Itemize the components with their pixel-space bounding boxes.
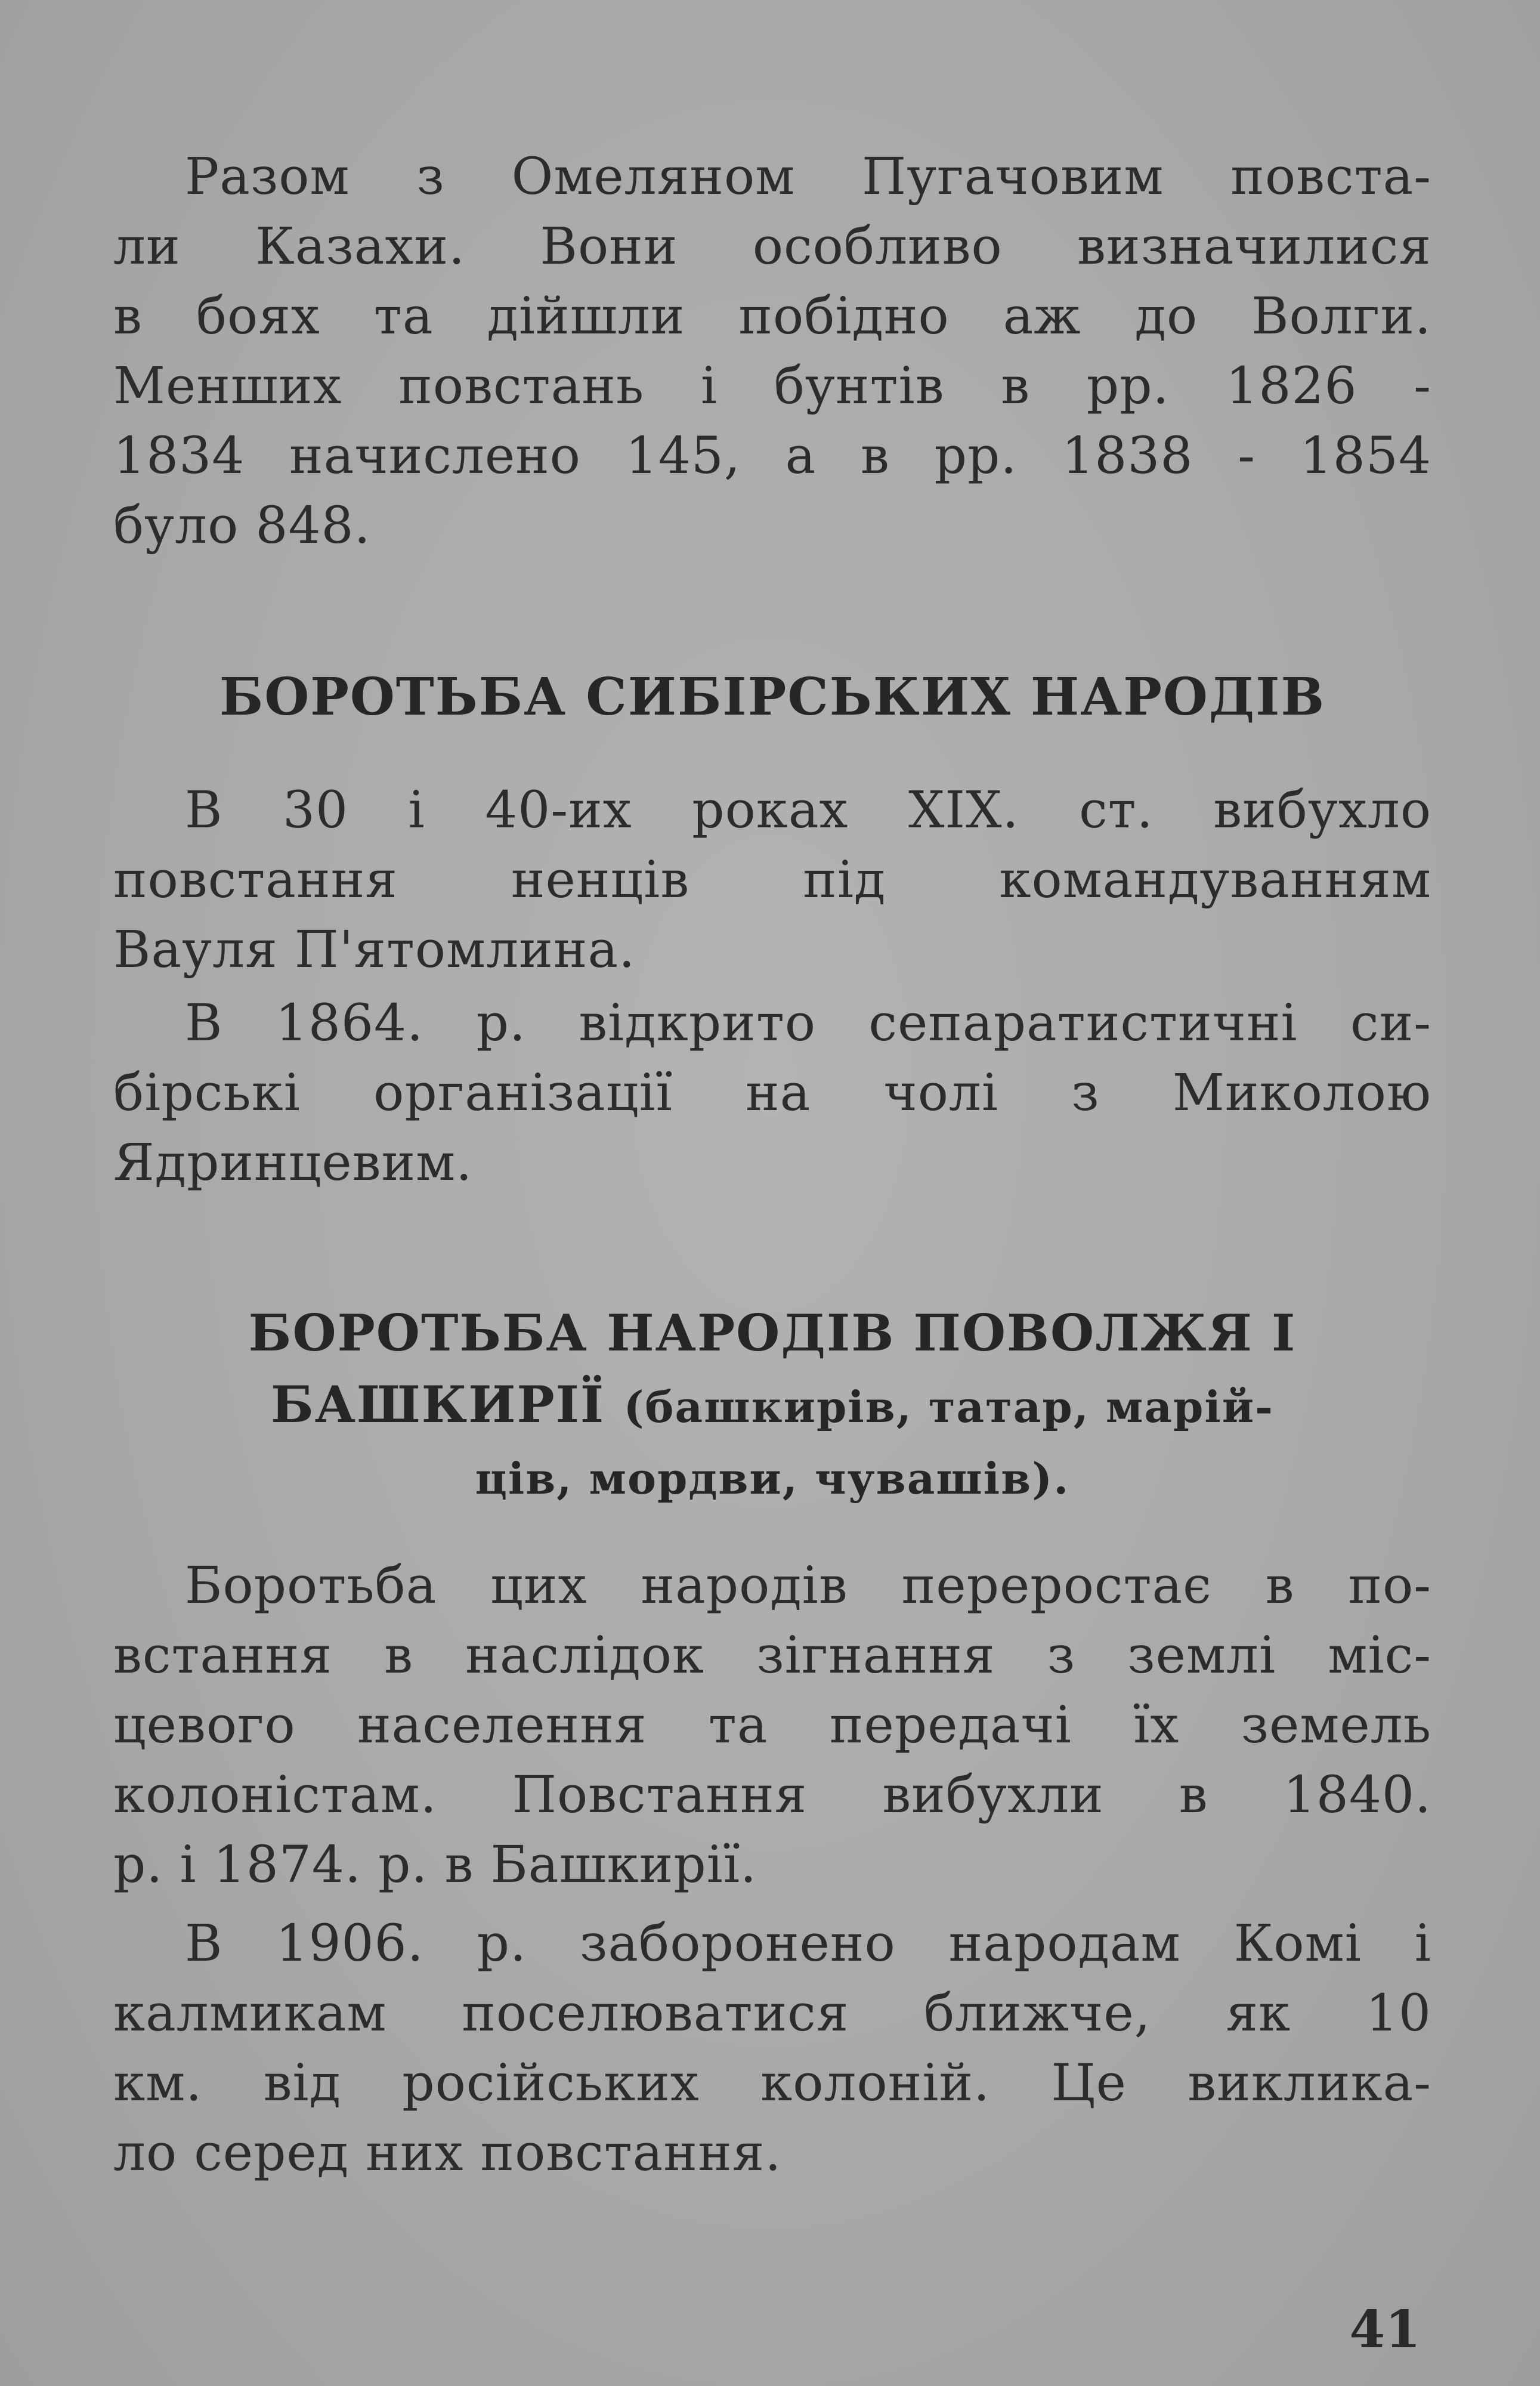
section-heading: БОРОТЬБА СИБІРСЬКИХ НАРОДІВ <box>219 667 1326 727</box>
heading-subtitle: (башкирів, татар, марій- <box>623 1381 1275 1432</box>
heading-line: БОРОТЬБА НАРОДІВ ПОВОЛЖЯ І <box>248 1303 1297 1362</box>
section2-paragraph-2 <box>113 1909 1431 2188</box>
section2-paragraph-1 <box>113 1551 1431 1900</box>
text-line: Вауля П'ятомлина. <box>113 920 636 979</box>
text-line: бірські організації на чолі з Миколою <box>113 1064 1431 1123</box>
section1-paragraph-1 <box>113 775 1431 985</box>
heading-main: БАШКИРІЇ <box>270 1375 605 1434</box>
text-line: калмикам поселюватися ближче, як 10 <box>113 1984 1431 2043</box>
text-line: км. від російських колоній. Це виклика- <box>113 2054 1431 2113</box>
text-line: було 848. <box>113 496 371 555</box>
section1 <box>113 662 1431 732</box>
text-line: встання в наслідок зігнання з землі міс- <box>113 1626 1431 1685</box>
heading-subtitle-line: ців, мордви, чувашів). <box>475 1453 1070 1504</box>
section2 <box>113 1297 1431 1515</box>
text-line: 1834 начислено 145, а в рр. 1838 - 1854 <box>113 426 1431 486</box>
text-line: ли Казахи. Вони особливо визначилися <box>113 217 1431 276</box>
text-line: в боях та дійшли побідно аж до Волги. <box>113 287 1431 346</box>
text-line: Менших повстань і бунтів в рр. 1826 - <box>113 357 1431 416</box>
section1-paragraph-2 <box>113 988 1431 1198</box>
text-line: колоністам. Повстання вибухли в 1840. <box>113 1766 1431 1825</box>
text-line: цевого населення та передачі їх земель <box>113 1696 1431 1755</box>
page-number: 41 <box>1349 2300 1421 2360</box>
text-line: р. і 1874. р. в Башкирії. <box>113 1835 757 1894</box>
section-heading <box>113 1297 1431 1515</box>
heading-line <box>113 1369 1431 1443</box>
text-line: ло серед них повстання. <box>113 2124 782 2183</box>
text-line: Боротьба цих народів переростає в по- <box>185 1556 1431 1615</box>
text-line: В 1906. р. заборонено народам Комі і <box>185 1914 1431 1973</box>
intro-paragraph <box>113 142 1431 561</box>
text-line: повстання ненців під командуванням <box>113 851 1431 910</box>
text-line: Разом з Омеляном Пугачовим повста- <box>185 147 1431 206</box>
text-line: Ядринцевим. <box>113 1133 473 1192</box>
text-line: В 1864. р. відкрито сепаратистичні си- <box>185 994 1431 1053</box>
text-line: В 30 і 40-их роках XIX. ст. вибухло <box>185 781 1431 840</box>
